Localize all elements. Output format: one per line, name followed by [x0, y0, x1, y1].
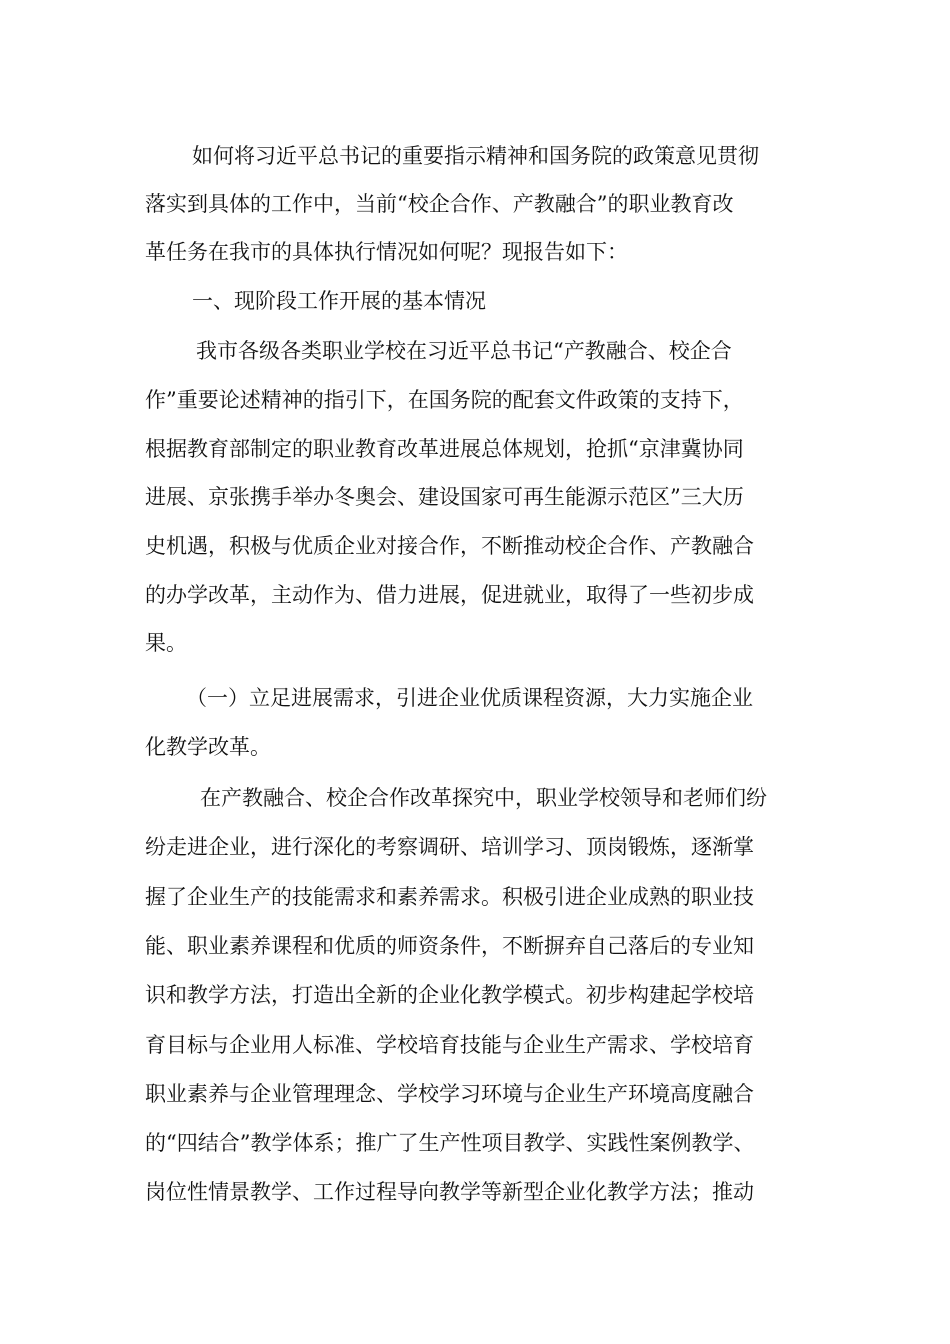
text-line: 能、职业素养课程和优质的师资条件，不断摒弃自己落后的专业知 — [145, 934, 754, 958]
text-line: 史机遇，积极与优质企业对接合作，不断推动校企合作、产教融合 — [145, 534, 754, 558]
text-line: 我市各级各类职业学校在习近平总书记“产教融合、校企合 — [196, 339, 732, 363]
text-line: 的“四结合”教学体系；推广了生产性项目教学、实践性案例教学、 — [145, 1131, 755, 1155]
text-line: 革任务在我市的具体执行情况如何呢？现报告如下： — [145, 240, 628, 264]
text-line: 如何将习近平总书记的重要指示精神和国务院的政策意见贯彻 — [192, 144, 759, 168]
text-line: 育目标与企业用人标准、学校培育技能与企业生产需求、学校培育 — [145, 1033, 754, 1057]
text-line: 纷走进企业，进行深化的考察调研、培训学习、顶岗锻炼，逐渐掌 — [145, 835, 754, 859]
text-line: 握了企业生产的技能需求和素养需求。积极引进企业成熟的职业技 — [145, 885, 754, 909]
subsection-heading: （一）立足进展需求，引进企业优质课程资源，大力实施企业 — [186, 686, 753, 710]
text-line: 岗位性情景教学、工作过程导向教学等新型企业化教学方法；推动 — [145, 1180, 754, 1204]
subsection-heading: 化教学改革。 — [145, 735, 271, 759]
text-line: 作”重要论述精神的指引下，在国务院的配套文件政策的支持下， — [145, 388, 744, 412]
text-line: 进展、京张携手举办冬奥会、建设国家可再生能源示范区”三大历 — [145, 485, 744, 509]
text-line: 识和教学方法，打造出全新的企业化教学模式。初步构建起学校培 — [145, 983, 754, 1007]
text-line: 落实到具体的工作中，当前“校企合作、产教融合”的职业教育改 — [145, 192, 734, 216]
section-heading: 一、现阶段工作开展的基本情况 — [192, 289, 486, 313]
text-line: 在产教融合、校企合作改革探究中，职业学校领导和老师们纷 — [200, 786, 767, 810]
text-line: 的办学改革，主动作为、借力进展，促进就业，取得了一些初步成 — [145, 583, 754, 607]
text-line: 职业素养与企业管理理念、学校学习环境与企业生产环境高度融合 — [145, 1082, 754, 1106]
text-line: 根据教育部制定的职业教育改革进展总体规划，抢抓“京津冀协同 — [145, 437, 744, 461]
text-line: 果。 — [145, 631, 187, 655]
